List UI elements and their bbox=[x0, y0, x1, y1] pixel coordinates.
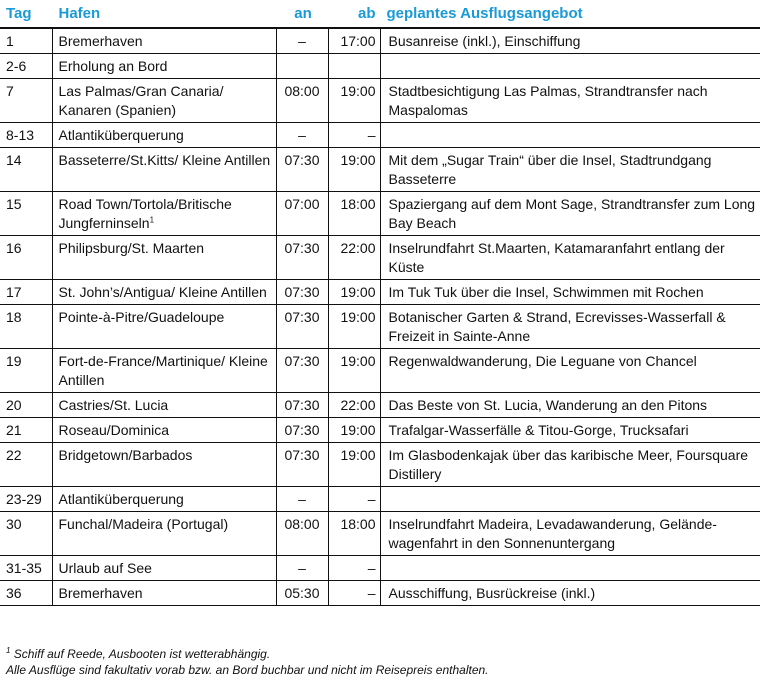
cell-ausflug: Im Glasbodenkajak über das karibische Meer, Foursquare Distillery bbox=[380, 443, 760, 487]
cell-hafen: Urlaub auf See bbox=[52, 556, 276, 581]
cell-tag: 23-29 bbox=[0, 487, 52, 512]
table-row bbox=[0, 236, 760, 280]
cell-hafen: Road Town/Tortola/Britische Jungferninseln$^1$ bbox=[52, 192, 276, 236]
cell-ausflug: Im Tuk Tuk über die Insel, Schwimmen mit Rochen bbox=[380, 280, 760, 305]
cell-hafen: Philipsburg/St. Maarten bbox=[52, 236, 276, 280]
cell-hafen: Atlantiküberquerung bbox=[52, 123, 276, 148]
table-row bbox=[0, 581, 760, 606]
cell-hafen: Fort-de-France/Martinique/ Kleine Antillen bbox=[52, 349, 276, 393]
cell-ab: 22:00 bbox=[328, 236, 380, 280]
cell-ab: 17:00 bbox=[328, 28, 380, 54]
cell-tag: 22 bbox=[0, 443, 52, 487]
cell-an: 07:30 bbox=[276, 280, 328, 305]
cell-hafen: Pointe-à-Pitre/Guadeloupe bbox=[52, 305, 276, 349]
cell-tag: 20 bbox=[0, 393, 52, 418]
cell-an: 07:30 bbox=[276, 349, 328, 393]
cell-ab: 19:00 bbox=[328, 148, 380, 192]
cell-an: 07:30 bbox=[276, 236, 328, 280]
cell-ausflug: Trafalgar-Wasserfälle & Titou-Gorge, Trucksafari bbox=[380, 418, 760, 443]
cell-ausflug bbox=[380, 123, 760, 148]
cell-hafen: Bremerhaven bbox=[52, 28, 276, 54]
cell-an: 07:30 bbox=[276, 305, 328, 349]
cell-ab: 18:00 bbox=[328, 192, 380, 236]
table-row bbox=[0, 28, 760, 54]
table-row bbox=[0, 487, 760, 512]
cell-ausflug: Inselrundfahrt Madeira, Levadawanderung, Gelände- wagenfahrt in den Sonnenuntergang bbox=[380, 512, 760, 556]
cell-ausflug: Inselrundfahrt St.Maarten, Katamaranfahrt entlang der Küste bbox=[380, 236, 760, 280]
cell-an bbox=[276, 54, 328, 79]
table-row bbox=[0, 79, 760, 123]
cell-ab: 22:00 bbox=[328, 393, 380, 418]
cell-tag: 1 bbox=[0, 28, 52, 54]
cell-ab: 19:00 bbox=[328, 305, 380, 349]
table-row bbox=[0, 512, 760, 556]
cell-ab: – bbox=[328, 581, 380, 606]
header-tag: Tag bbox=[0, 0, 52, 28]
footnote-marker: 1 bbox=[6, 646, 11, 655]
cell-hafen: Funchal/Madeira (Portugal) bbox=[52, 512, 276, 556]
cell-ab: – bbox=[328, 487, 380, 512]
cell-an: – bbox=[276, 28, 328, 54]
cell-tag: 31-35 bbox=[0, 556, 52, 581]
cell-ausflug bbox=[380, 487, 760, 512]
cell-hafen: Castries/St. Lucia bbox=[52, 393, 276, 418]
cell-tag: 2-6 bbox=[0, 54, 52, 79]
cell-an: 08:00 bbox=[276, 79, 328, 123]
cell-ab bbox=[328, 54, 380, 79]
footnote-2: Alle Ausflüge sind fakultativ vorab bzw. an Bord buchbar und nicht im Reisepreis enthalten. bbox=[6, 663, 489, 677]
table-row bbox=[0, 54, 760, 79]
cell-tag: 17 bbox=[0, 280, 52, 305]
cell-ab: 18:00 bbox=[328, 512, 380, 556]
cell-ab: 19:00 bbox=[328, 349, 380, 393]
cell-an: 07:00 bbox=[276, 192, 328, 236]
cell-tag: 21 bbox=[0, 418, 52, 443]
cell-an: 07:30 bbox=[276, 148, 328, 192]
cell-ausflug: Botanischer Garten & Strand, Ecrevisses-Wasserfall & Freizeit in Sainte-Anne bbox=[380, 305, 760, 349]
cell-tag: 14 bbox=[0, 148, 52, 192]
cell-hafen: St. John’s/Antigua/ Kleine Antillen bbox=[52, 280, 276, 305]
cell-ab: – bbox=[328, 556, 380, 581]
cell-tag: 19 bbox=[0, 349, 52, 393]
cell-tag: 8-13 bbox=[0, 123, 52, 148]
table-row bbox=[0, 148, 760, 192]
cell-ab: 19:00 bbox=[328, 418, 380, 443]
table-row bbox=[0, 418, 760, 443]
header-an: an bbox=[276, 0, 328, 28]
cell-ausflug: Mit dem „Sugar Train“ über die Insel, Stadtrundgang Basseterre bbox=[380, 148, 760, 192]
cell-ausflug: Das Beste von St. Lucia, Wanderung an den Pitons bbox=[380, 393, 760, 418]
cell-an: 07:30 bbox=[276, 393, 328, 418]
cell-hafen: Atlantiküberquerung bbox=[52, 487, 276, 512]
table-row bbox=[0, 280, 760, 305]
table-row bbox=[0, 192, 760, 236]
cell-hafen: Bridgetown/Barbados bbox=[52, 443, 276, 487]
table-row bbox=[0, 556, 760, 581]
cell-an: 08:00 bbox=[276, 512, 328, 556]
cell-hafen: Roseau/Dominica bbox=[52, 418, 276, 443]
cell-ausflug: Ausschiffung, Busrückreise (inkl.) bbox=[380, 581, 760, 606]
header-row bbox=[0, 0, 760, 28]
table-row bbox=[0, 305, 760, 349]
cell-ab: 19:00 bbox=[328, 79, 380, 123]
table-row bbox=[0, 349, 760, 393]
cell-tag: 36 bbox=[0, 581, 52, 606]
cell-an: 07:30 bbox=[276, 418, 328, 443]
cell-an: – bbox=[276, 556, 328, 581]
cell-an: 05:30 bbox=[276, 581, 328, 606]
cell-tag: 16 bbox=[0, 236, 52, 280]
cell-hafen: Erholung an Bord bbox=[52, 54, 276, 79]
cell-tag: 18 bbox=[0, 305, 52, 349]
cell-tag: 30 bbox=[0, 512, 52, 556]
table-row bbox=[0, 393, 760, 418]
cell-ausflug: Spaziergang auf dem Mont Sage, Strandtransfer zum Long Bay Beach bbox=[380, 192, 760, 236]
cell-hafen: Las Palmas/Gran Canaria/ Kanaren (Spanien) bbox=[52, 79, 276, 123]
cell-ab: – bbox=[328, 123, 380, 148]
header-ausflug: geplantes Ausflugsangebot bbox=[380, 0, 760, 28]
table-row bbox=[0, 443, 760, 487]
footnotes bbox=[6, 646, 489, 678]
cell-ausflug: Stadtbesichtigung Las Palmas, Strandtransfer nach Maspalomas bbox=[380, 79, 760, 123]
cell-an: – bbox=[276, 123, 328, 148]
cell-ausflug: Regenwaldwanderung, Die Leguane von Chancel bbox=[380, 349, 760, 393]
cell-ausflug: Busanreise (inkl.), Einschiffung bbox=[380, 28, 760, 54]
footnote-1: $^1$ Schiff auf Reede, Ausbooten ist wetterabhängig. bbox=[6, 646, 271, 661]
cell-hafen: Basseterre/St.Kitts/ Kleine Antillen bbox=[52, 148, 276, 192]
cell-ab: 19:00 bbox=[328, 280, 380, 305]
cell-ausflug bbox=[380, 54, 760, 79]
cell-ausflug bbox=[380, 556, 760, 581]
header-hafen: Hafen bbox=[52, 0, 276, 28]
footnote-ref: 1 bbox=[149, 215, 155, 225]
cell-ab: 19:00 bbox=[328, 443, 380, 487]
cell-an: – bbox=[276, 487, 328, 512]
cell-tag: 7 bbox=[0, 79, 52, 123]
cell-an: 07:30 bbox=[276, 443, 328, 487]
cell-tag: 15 bbox=[0, 192, 52, 236]
table-row bbox=[0, 123, 760, 148]
cell-hafen: Bremerhaven bbox=[52, 581, 276, 606]
header-ab: ab bbox=[328, 0, 380, 28]
